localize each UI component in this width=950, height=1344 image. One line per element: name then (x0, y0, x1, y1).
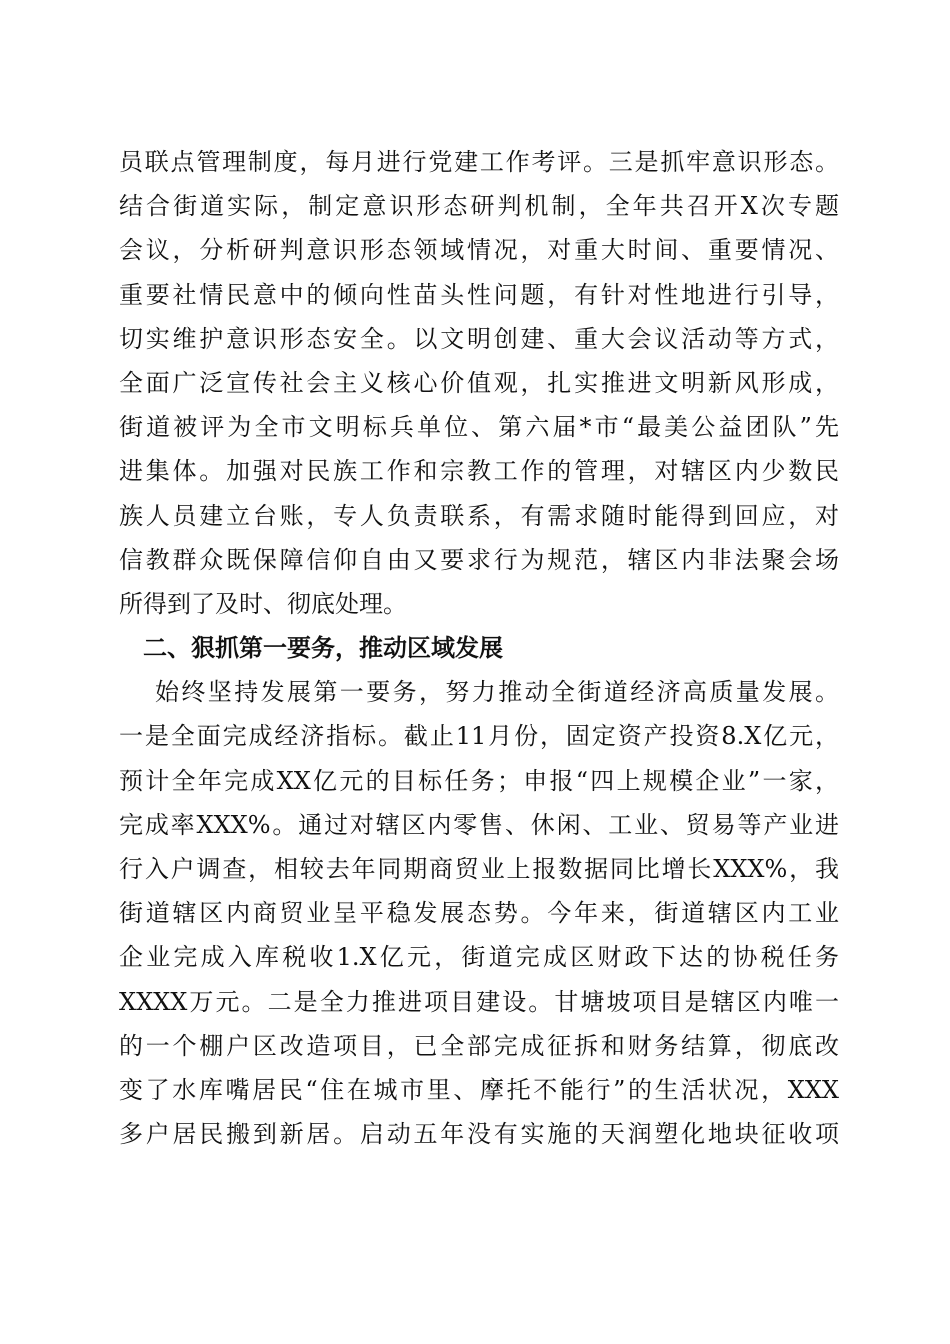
text-line: 街道被评为全市文明标兵单位、第六届*市“最美公益团队”先 (119, 413, 839, 442)
text-line: 变了水库嘴居民“住在城市里、摩托不能行”的生活状况，XXX (119, 1075, 839, 1104)
document-body (119, 140, 839, 1156)
text-line: 所得到了及时、彻底处理。 (119, 589, 407, 618)
text-line: 的一个棚户区改造项目，已全部完成征拆和财务结算，彻底改 (119, 1031, 839, 1060)
paragraph-development (119, 670, 839, 1156)
text-line: 完成率XXX%。通过对辖区内零售、休闲、工业、贸易等产业进 (119, 810, 839, 839)
text-line: 切实维护意识形态安全。以文明创建、重大会议活动等方式， (119, 324, 839, 353)
text-line: 企业完成入库税收1.X亿元，街道完成区财政下达的协税任务 (119, 943, 839, 972)
text-line: 结合街道实际，制定意识形态研判机制，全年共召开X次专题 (119, 192, 839, 221)
text-line: 多户居民搬到新居。启动五年没有实施的天润塑化地块征收项 (119, 1120, 839, 1149)
paragraph-ideology (119, 140, 839, 626)
text-line: XXXX万元。二是全力推进项目建设。甘塘坡项目是辖区内唯一 (119, 987, 839, 1016)
text-line: 员联点管理制度，每月进行党建工作考评。三是抓牢意识形态。 (119, 148, 839, 176)
text-line: 进集体。加强对民族工作和宗教工作的管理，对辖区内少数民 (119, 457, 839, 486)
text-line: 一是全面完成经济指标。截止11月份，固定资产投资8.X亿元， (119, 722, 839, 751)
text-line: 街道辖区内商贸业呈平稳发展态势。今年来，街道辖区内工业 (119, 899, 839, 928)
text-line: 重要社情民意中的倾向性苗头性问题，有针对性地进行引导， (119, 280, 839, 309)
text-line: 信教群众既保障信仰自由又要求行为规范，辖区内非法聚会场 (119, 545, 839, 574)
text-line: 族人员建立台账，专人负责联系，有需求随时能得到回应，对 (119, 501, 839, 530)
text-line: 行入户调查，相较去年同期商贸业上报数据同比增长XXX%，我 (119, 855, 839, 883)
text-line: 会议，分析研判意识形态领域情况，对重大时间、重要情况、 (119, 236, 839, 265)
section-heading: 二、狠抓第一要务，推动区域发展 (143, 634, 503, 663)
text-line: 预计全年完成XX亿元的目标任务；申报“四上规模企业”一家， (119, 766, 839, 795)
text-line: 全面广泛宣传社会主义核心价值观，扎实推进文明新风形成， (119, 368, 839, 397)
text-line: 始终坚持发展第一要务，努力推动全街道经济高质量发展。 (155, 678, 839, 707)
